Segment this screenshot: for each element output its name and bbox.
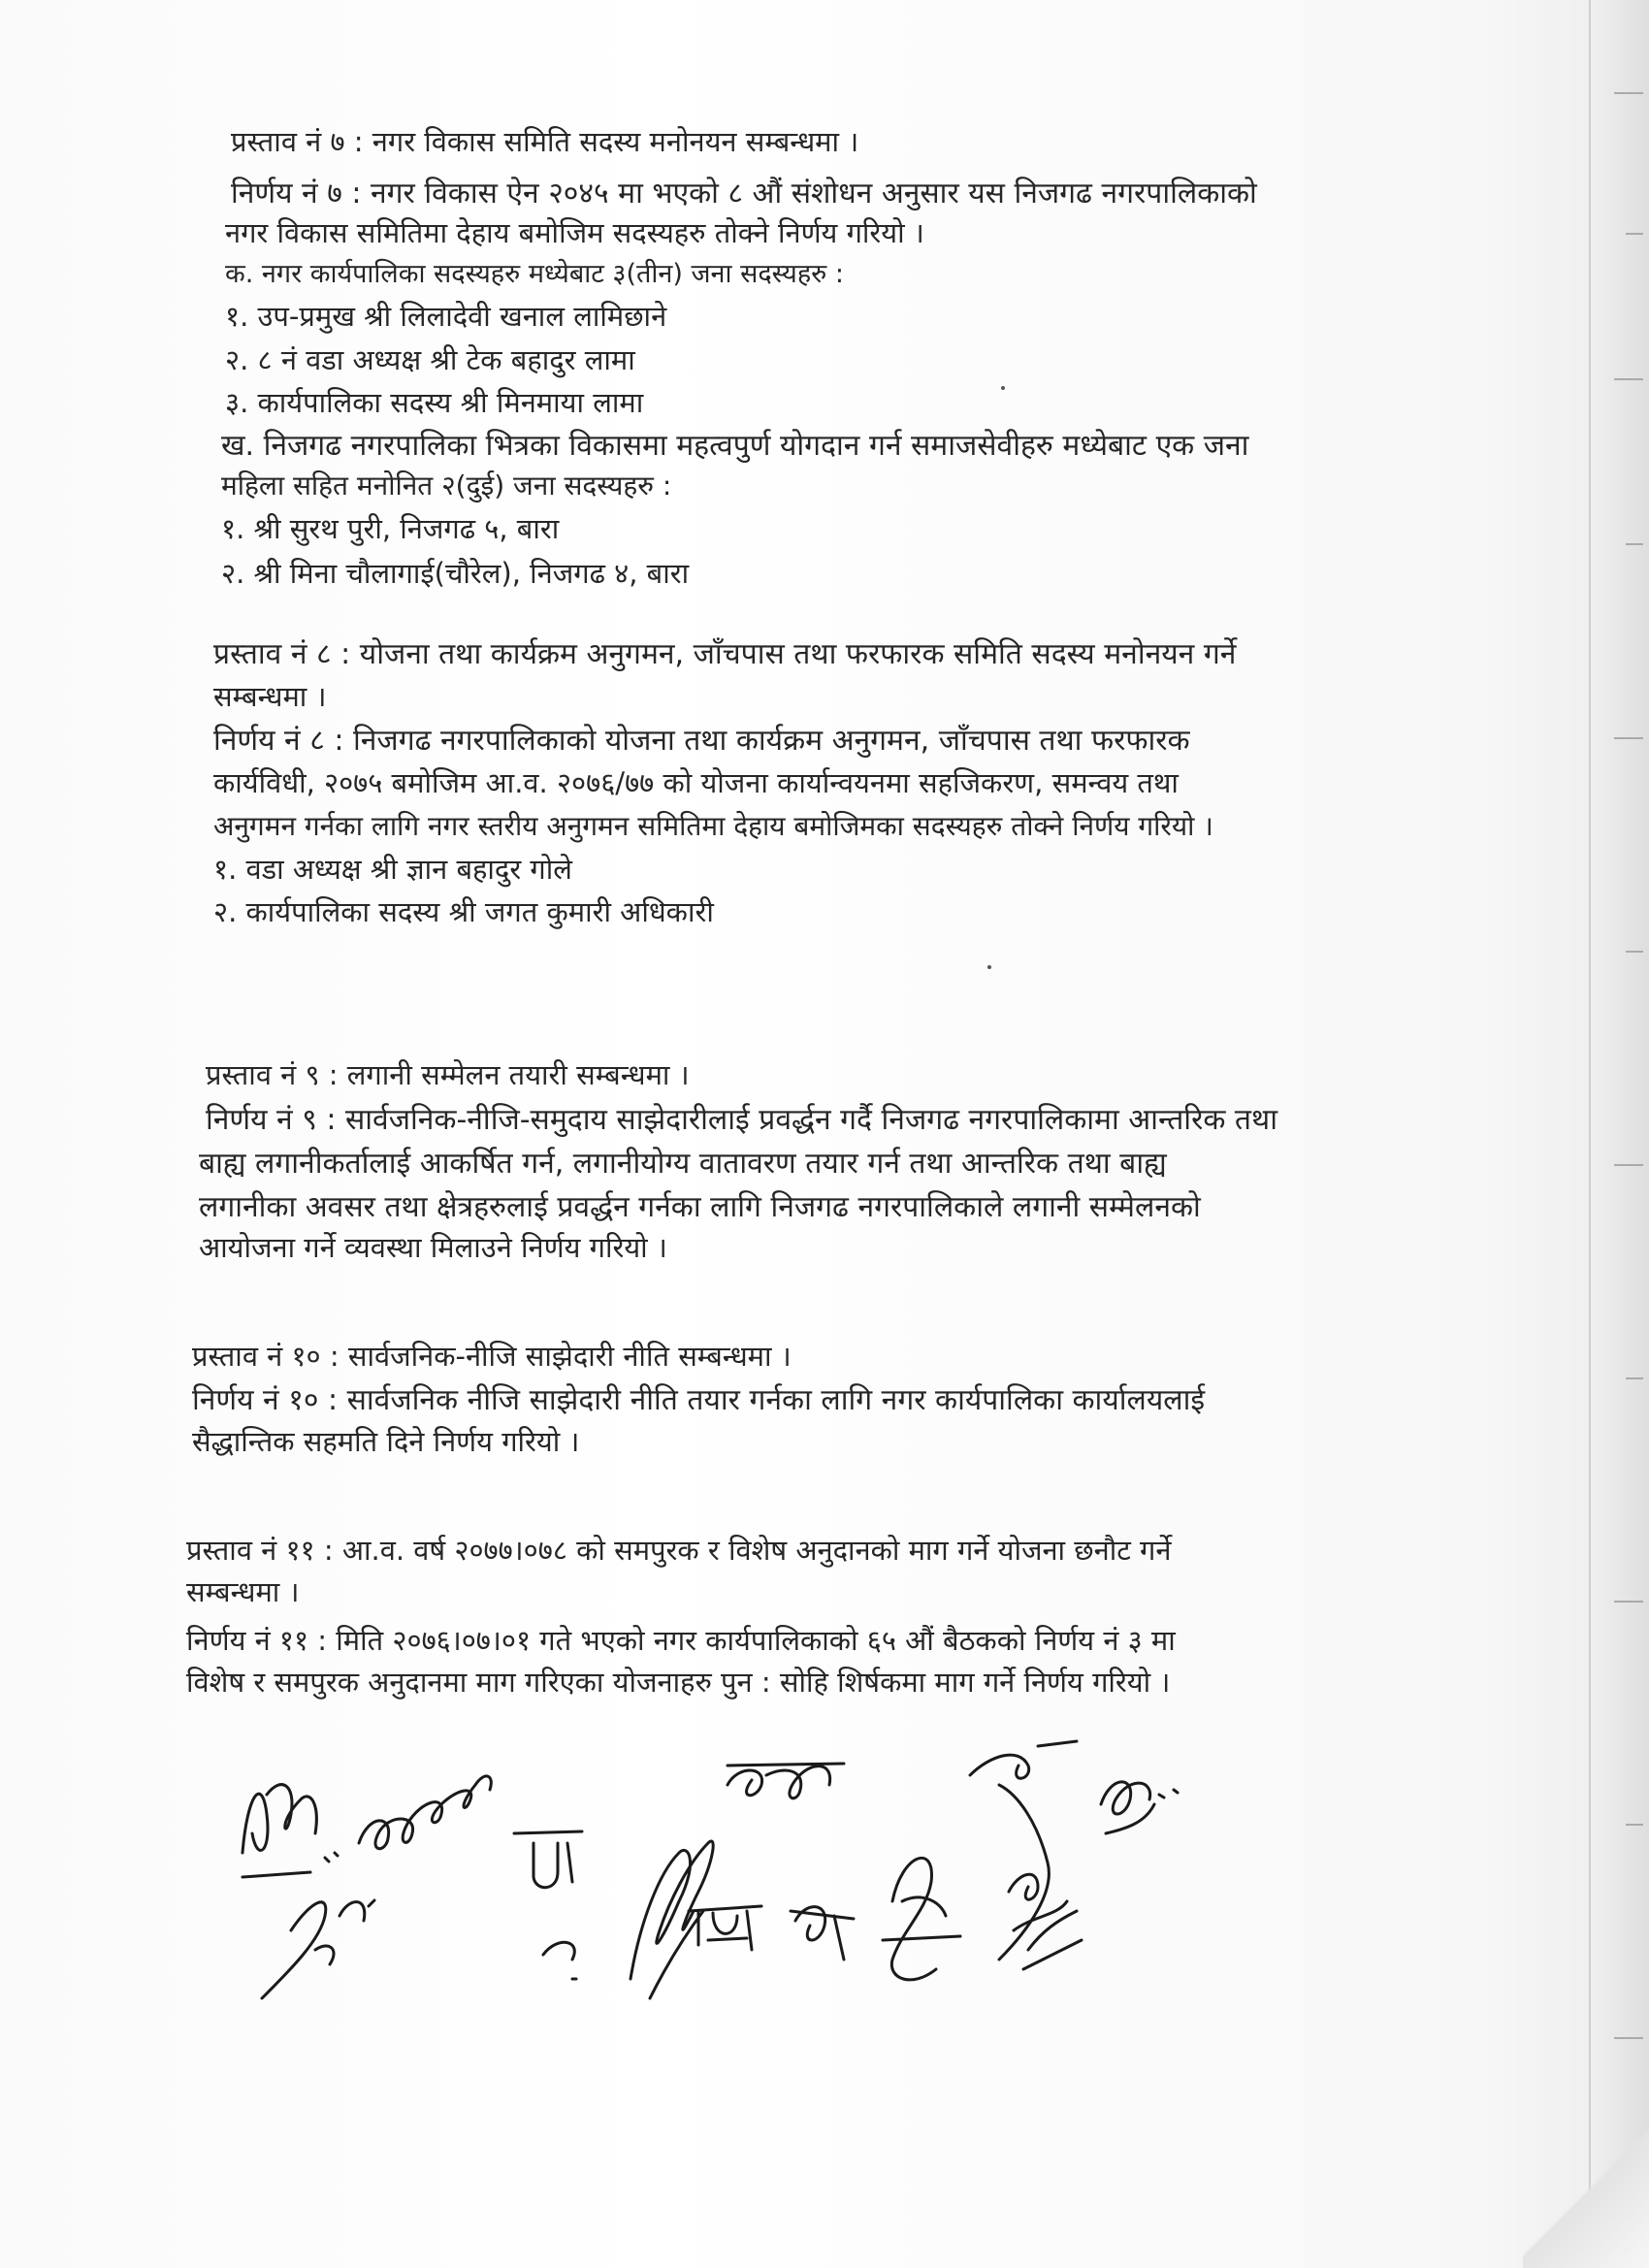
proposal-9-decision-line: बाह्य लगानीकर्तालाई आकर्षित गर्न, लगानीयोग्य वातावरण तयार गर्न तथा आन्तरिक तथा बाह्य — [199, 1147, 1167, 1181]
signature — [728, 1764, 844, 1798]
signature-block — [223, 1707, 1339, 2027]
proposal-9-decision-line: निर्णय नं ९ : सार्वजनिक-नीजि-समुदाय साझेदारीलाई प्रवर्द्धन गर्दै निजगढ नगरपालिकामा आन्तरिक तथा — [206, 1103, 1277, 1137]
proposal-8-heading-line: प्रस्ताव नं ८ : योजना तथा कार्यक्रम अनुगमन, जाँचपास तथा फरफारक समिति सदस्य मनोनयन गर्ने — [213, 637, 1237, 671]
proposal-7-decision-line: निर्णय नं ७ : नगर विकास ऐन २०४५ मा भएको ८ औं संशोधन अनुसार यस निजगढ नगरपालिकाको — [231, 177, 1257, 211]
proposal-7-decision-line: नगर विकास समितिमा देहाय बमोजिम सदस्यहरु तोक्ने निर्णय गरियो । — [225, 216, 924, 249]
scan-speck — [987, 965, 991, 969]
proposal-10-decision-line: सैद्धान्तिक सहमति दिने निर्णय गरियो । — [192, 1425, 580, 1458]
signature — [970, 1741, 1077, 1960]
signature — [883, 1858, 960, 1980]
group-b-heading-line: ख. निजगढ नगरपालिका भित्रका विकासमा महत्वपुर्ण योगदान गर्न समाजसेवीहरु मध्येबाट एक जना — [221, 429, 1249, 463]
group-a-item: १. उप-प्रमुख श्री लिलादेवी खनाल लामिछाने — [225, 300, 667, 333]
committee-member: २. कार्यपालिका सदस्य श्री जगत कुमारी अधिकारी — [213, 895, 714, 928]
proposal-11-heading-line: सम्बन्धमा । — [186, 1575, 300, 1608]
proposal-11-decision-line: निर्णय नं ११ : मिति २०७६।०७।०१ गते भएको नगर कार्यपालिकाको ६५ औं बैठकको निर्णय नं ३ मा — [186, 1624, 1176, 1657]
signature — [630, 1841, 713, 1998]
group-a-heading: क. नगर कार्यपालिका सदस्यहरु मध्येबाट ३(तीन) जना सदस्यहरु : — [225, 259, 844, 289]
group-b-item: १. श्री सुरथ पुरी, निजगढ ५, बारा — [221, 512, 560, 545]
proposal-7-heading: प्रस्ताव नं ७ : नगर विकास समिति सदस्य मनोनयन सम्बन्धमा । — [231, 125, 859, 158]
proposal-10-decision-line: निर्णय नं १० : सार्वजनिक नीजि साझेदारी नीति तयार गर्नका लागि नगर कार्यपालिका कार्यालयलाई — [192, 1383, 1206, 1417]
signature — [1009, 1874, 1082, 1969]
scan-speck — [1001, 386, 1005, 390]
signature — [262, 1900, 374, 1998]
proposal-8-decision-line: निर्णय नं ८ : निजगढ नगरपालिकाको योजना तथा कार्यक्रम अनुगमन, जाँचपास तथा फरफारक — [213, 724, 1190, 758]
proposal-9-decision-line: लगानीका अवसर तथा क्षेत्रहरुलाई प्रवर्द्धन गर्नका लागि निजगढ नगरपालिकाले लगानी सम्मेलनको — [199, 1190, 1201, 1224]
signature — [791, 1907, 854, 1960]
proposal-11-heading-line: प्रस्ताव नं ११ : आ.व. वर्ष २०७७।०७८ को समपुरक र विशेष अनुदानको माग गर्ने योजना छनौट गर्ने — [186, 1534, 1172, 1567]
signature — [543, 1942, 576, 1979]
signature — [242, 1785, 338, 1877]
signature — [359, 1776, 491, 1849]
signature — [689, 1906, 761, 1950]
proposal-9-heading: प्रस्ताव नं ९ : लगानी सम्मेलन तयारी सम्बन्धमा । — [206, 1058, 690, 1091]
group-b-heading-line: महिला सहित मनोनित २(दुई) जना सदस्यहरु : — [221, 470, 672, 502]
signature — [1101, 1782, 1178, 1833]
proposal-9-decision-line: आयोजना गर्ने व्यवस्था मिलाउने निर्णय गरियो । — [199, 1231, 667, 1264]
proposal-8-heading-line: सम्बन्धमा । — [213, 680, 327, 713]
proposal-8-decision-line: अनुगमन गर्नका लागि नगर स्तरीय अनुगमन समितिमा देहाय बमोजिमका सदस्यहरु तोक्ने निर्णय गरियो । — [213, 810, 1213, 842]
proposal-11-decision-line: विशेष र समपुरक अनुदानमा माग गरिएका योजनाहरु पुन : सोहि शिर्षकमा माग गर्ने निर्णय गरियो । — [186, 1666, 1171, 1699]
group-a-item: २. ८ नं वडा अध्यक्ष श्री टेक बहादुर लामा — [225, 343, 635, 376]
signature — [514, 1831, 582, 1888]
group-b-item: २. श्री मिना चौलागाई(चौरेल), निजगढ ४, बारा — [221, 557, 690, 590]
committee-member: १. वडा अध्यक्ष श्री ज्ञान बहादुर गोले — [213, 853, 572, 886]
group-a-item: ३. कार्यपालिका सदस्य श्री मिनमाया लामा — [225, 386, 644, 419]
proposal-10-heading: प्रस्ताव नं १० : सार्वजनिक-नीजि साझेदारी नीति सम्बन्धमा । — [192, 1340, 792, 1373]
proposal-8-decision-line: कार्यविधी, २०७५ बमोजिम आ.व. २०७६/७७ को योजना कार्यान्वयनमा सहजिकरण, समन्वय तथा — [213, 766, 1179, 799]
